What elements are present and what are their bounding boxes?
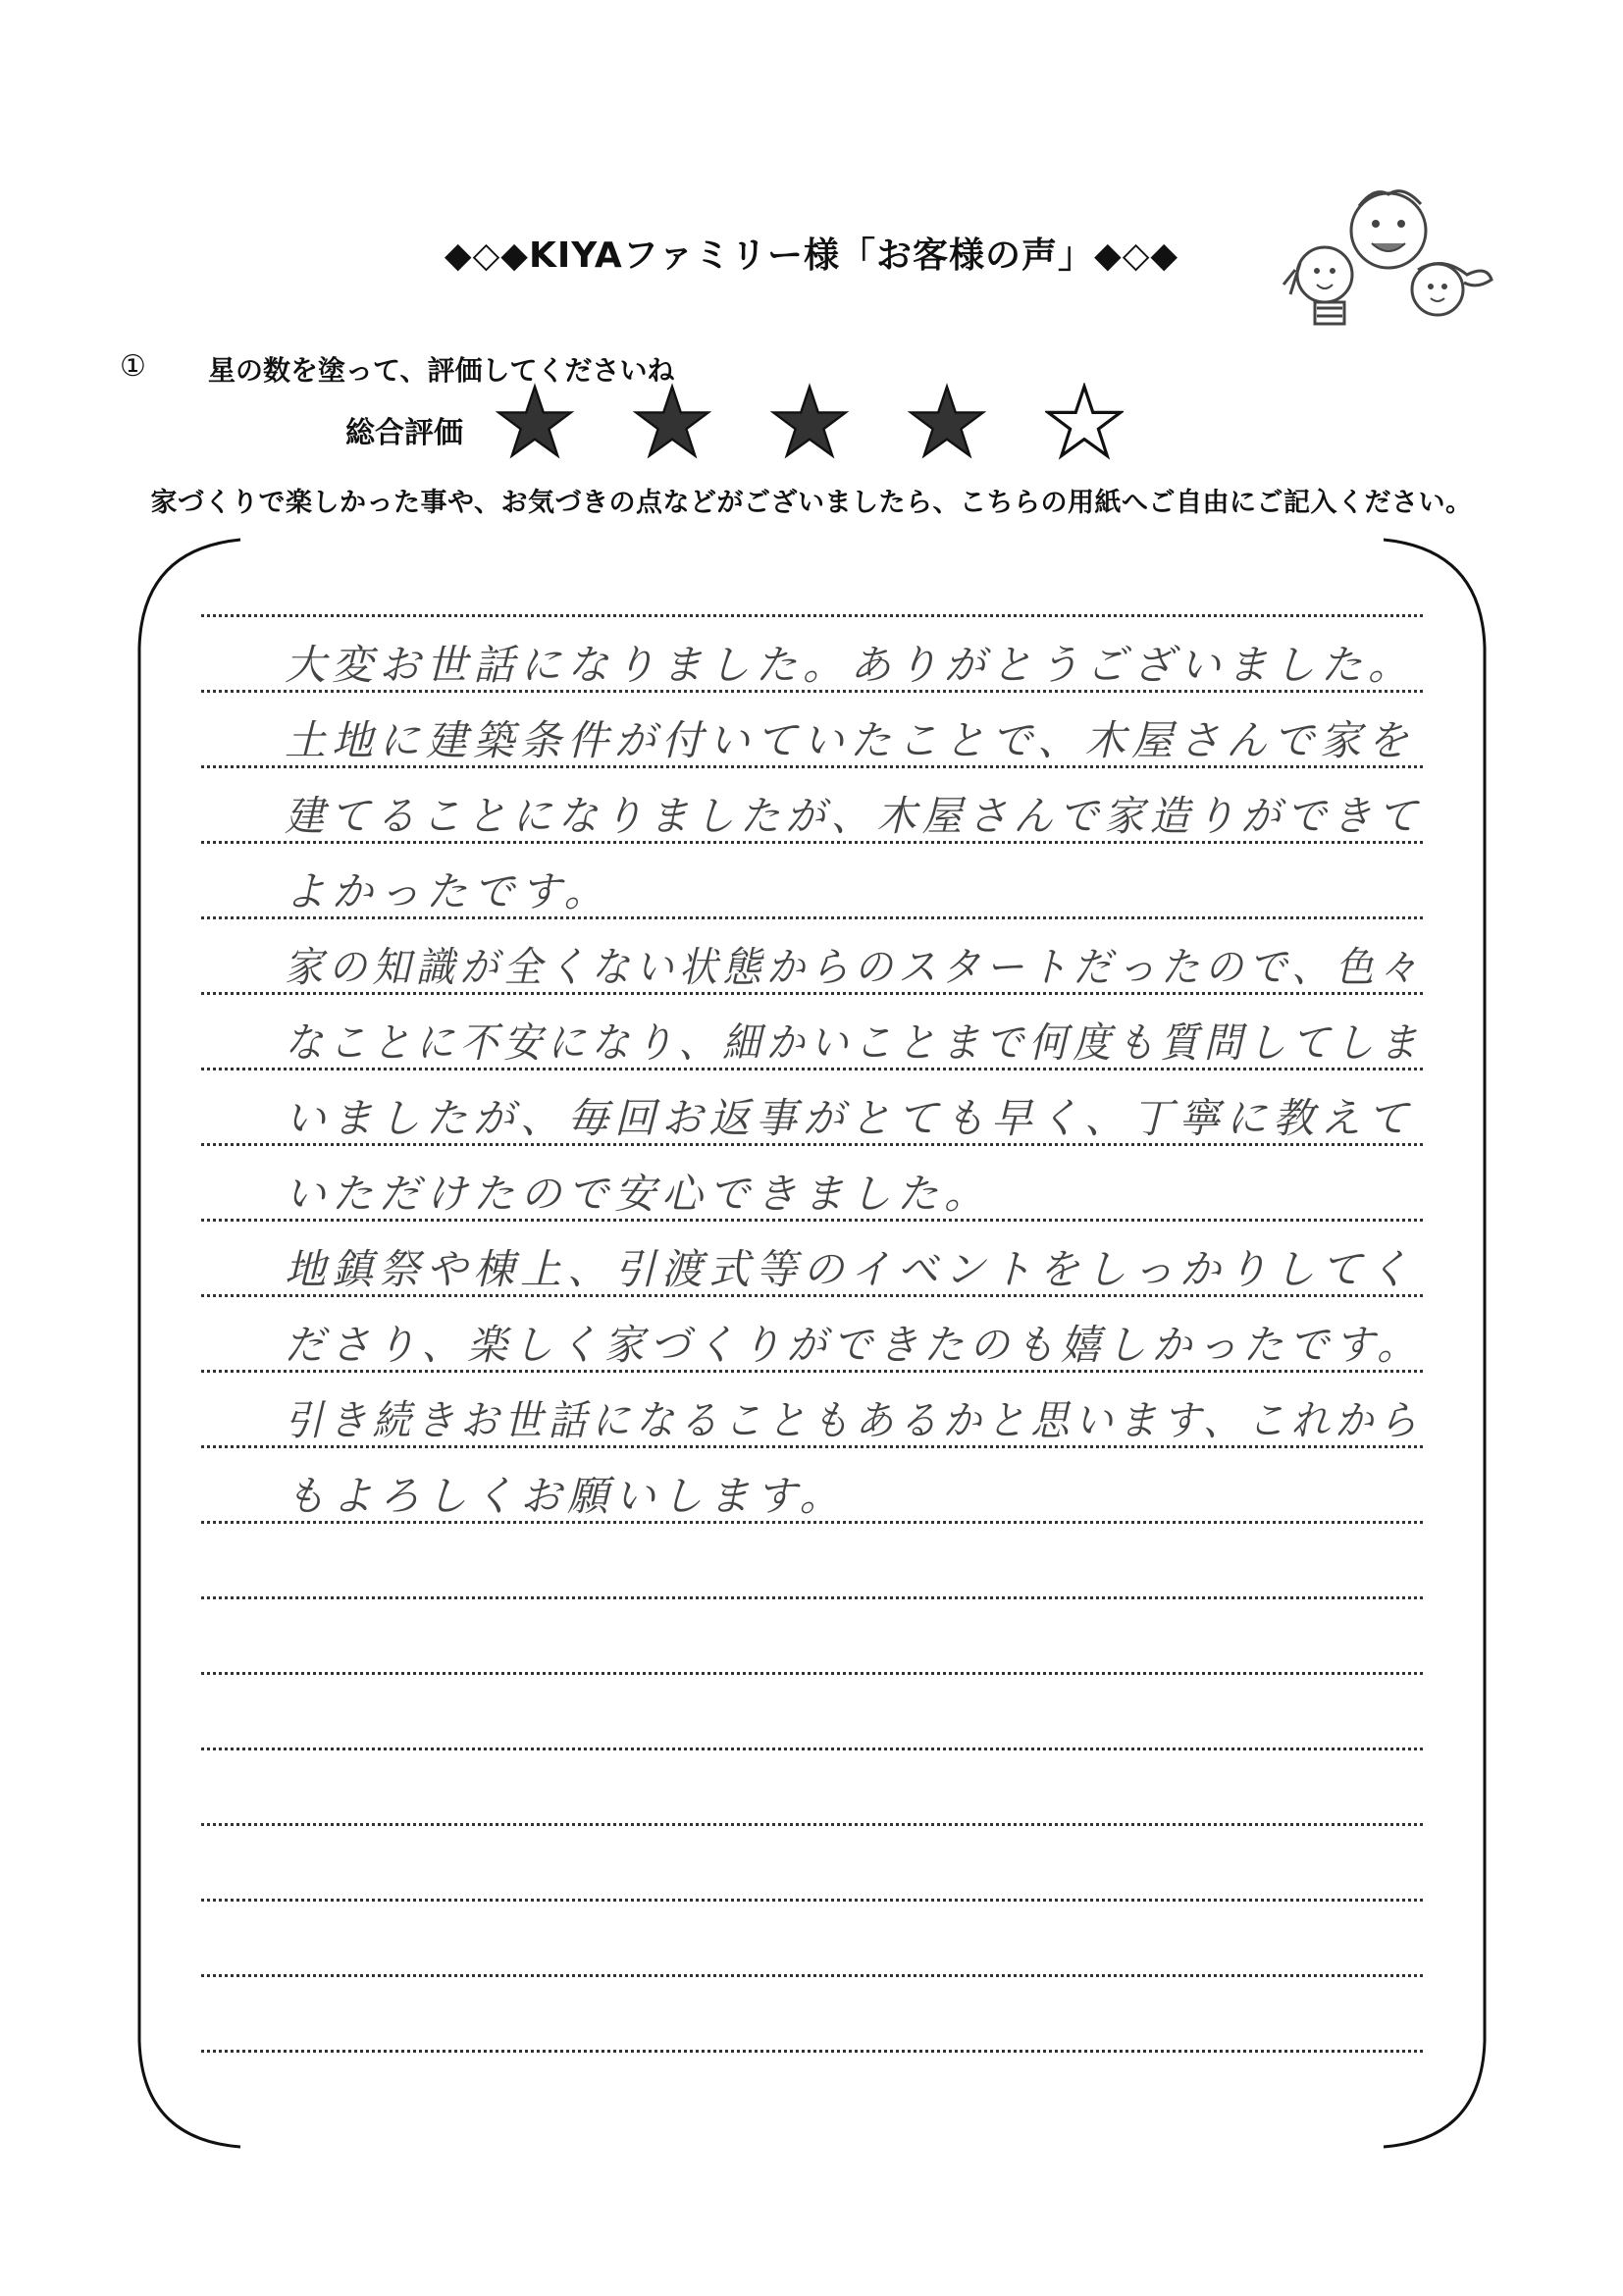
star-icon [770,383,849,461]
ruled-line [201,1899,1423,1902]
comment-line: 地鎮祭や棟上、引渡式等のイベントをしっかりしてく [285,1245,1416,1293]
comment-line: もよろしくお願いします。 [285,1472,847,1520]
star-icon [496,383,574,461]
comment-line: 引き続きお世話になることもあるかと思います、これから [285,1396,1423,1444]
ruled-line [201,2050,1423,2053]
comment-line: 建てることになりましたが、木屋さんで家造りができて [285,792,1424,840]
ruled-line [201,1596,1423,1599]
comment-line: よかったです。 [285,867,611,915]
star-outline-icon [1045,383,1124,461]
question-number: ① [120,349,146,384]
comment-line: 大変お世話になりました。ありがとうございました。 [285,641,1416,689]
comment-line: 土地に建築条件が付いていたことで、木屋さんで家を [285,716,1415,764]
form-title: ◆◇◆KIYAファミリー様「お客様の声」◆◇◆ [444,235,1179,276]
ruled-line [201,1748,1423,1750]
instruction-text: 家づくりで楽しかった事や、お気づきの点などがございましたら、こちらの用紙へご自由にご記入ください。 [150,488,1473,518]
comment-line: なことに不安になり、細かいことまで何度も質問してしま [285,1018,1424,1067]
ruled-line [201,1974,1423,1977]
ruled-line [201,1823,1423,1826]
comment-line: 家の知識が全くない状態からのスタートだったので、色々 [285,943,1424,991]
comment-line: いただけたので安心できました。 [285,1170,992,1218]
ruled-line [201,614,1423,617]
star-icon [633,383,711,461]
star-rating [496,383,1163,471]
question-text: 星の数を塗って、評価してくださいね [208,354,675,387]
comment-line: いましたが、毎回お返事がとても早く、丁寧に教えて [285,1094,1415,1142]
star-icon [908,383,986,461]
ruled-line [201,1672,1423,1675]
comment-line: ださり、楽しく家づくりができたのも嬉しかったです。 [285,1321,1423,1369]
overall-rating-label: 総合評価 [345,416,463,450]
